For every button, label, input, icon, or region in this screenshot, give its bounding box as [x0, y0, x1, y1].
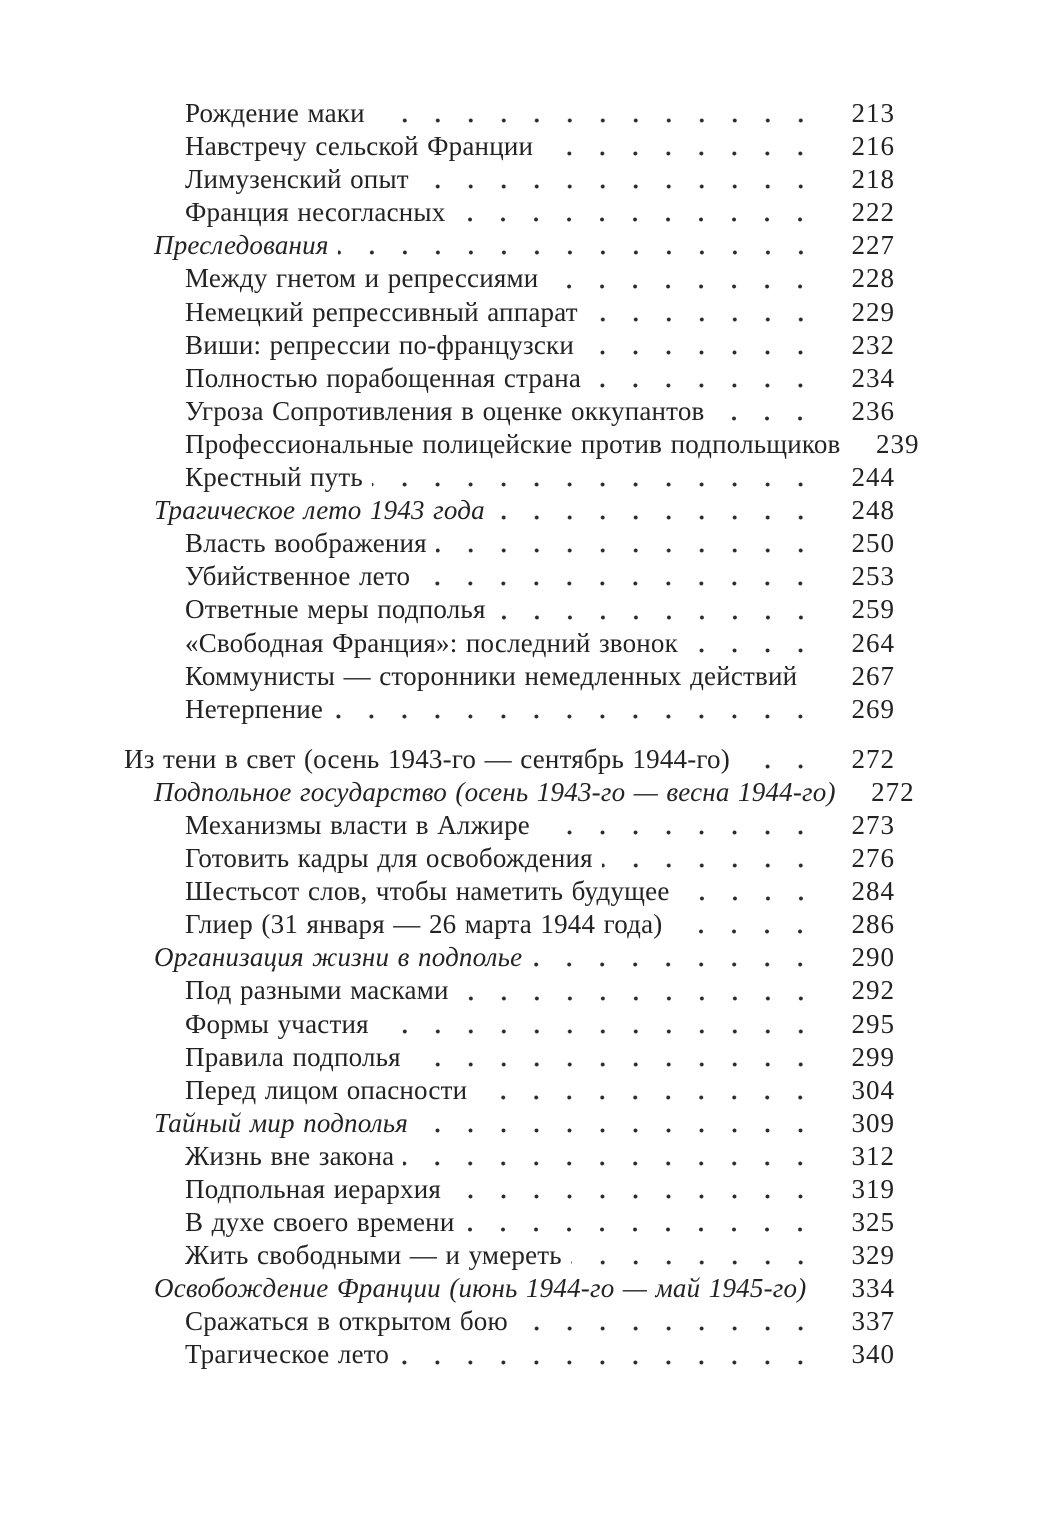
- dot-leader: [815, 1272, 831, 1305]
- toc-entry-title: Жизнь вне закона: [185, 1140, 395, 1171]
- toc-entry-page-number: 273: [851, 809, 895, 840]
- toc-entry-page-number: 248: [851, 495, 895, 526]
- dot-leader: [806, 660, 831, 693]
- dot-leader: [671, 908, 831, 941]
- dot-leader: [403, 1140, 831, 1173]
- toc-entry-title: Коммунисты — сторонники немедленных действий: [185, 660, 798, 691]
- toc-entry-title: Сражаться в открытом бою: [185, 1306, 508, 1337]
- toc-entry: [124, 428, 920, 461]
- toc-entry: [124, 196, 895, 229]
- toc-entry-title: Жить свободными — и умереть: [185, 1240, 562, 1271]
- toc-entry-page-number: 216: [851, 131, 895, 162]
- toc-entry: [124, 296, 895, 329]
- toc-entry: [124, 1107, 895, 1140]
- toc-entry-title: Угроза Сопротивления в оценке оккупантов: [185, 395, 705, 426]
- toc-entry-title: Подпольное государство (осень 1943-го — весна 1944-го): [154, 776, 836, 807]
- toc-entry-page-number: 227: [851, 230, 895, 261]
- toc-entry-page-number: 292: [851, 975, 895, 1006]
- toc-entry: [124, 527, 895, 560]
- dot-leader: [590, 362, 831, 395]
- dot-leader: [517, 1305, 831, 1338]
- toc-entry-title: Ответные меры подполья: [185, 594, 486, 625]
- toc-entry-page-number: 232: [851, 329, 895, 360]
- toc-entry-page-number: 312: [851, 1140, 895, 1171]
- dot-leader: [494, 494, 831, 527]
- toc-entry-title: «Свободная Франция»: последний звонок: [185, 627, 678, 658]
- toc-entry-page-number: 259: [851, 594, 895, 625]
- dot-leader: [418, 163, 831, 196]
- toc-entry-title: Преследования: [154, 230, 329, 261]
- toc-entry-title: Освобождение Франции (июнь 1944-го — май 1945-го): [154, 1273, 807, 1304]
- toc-entry-page-number: 295: [851, 1008, 895, 1039]
- toc-entry: [124, 1305, 895, 1338]
- dot-leader: [419, 560, 831, 593]
- toc-entry-page-number: 228: [851, 263, 895, 294]
- table-of-contents: [124, 97, 920, 1372]
- toc-entry-page-number: 264: [851, 627, 895, 658]
- toc-entry-page-number: 239: [876, 428, 920, 459]
- dot-leader: [542, 130, 831, 163]
- toc-entry: [124, 130, 895, 163]
- toc-entry-title: Подпольная иерархия: [185, 1174, 442, 1204]
- toc-entry-page-number: 229: [851, 296, 895, 327]
- toc-entry-page-number: 267: [851, 660, 895, 691]
- dot-leader: [417, 1107, 831, 1140]
- toc-entry-title: Власть воображения: [185, 528, 427, 559]
- dot-leader: [713, 395, 831, 428]
- toc-entry-page-number: 284: [851, 876, 895, 907]
- toc-entry: [124, 1338, 895, 1371]
- dot-leader: [398, 1338, 831, 1371]
- toc-entry-page-number: 334: [851, 1273, 895, 1304]
- toc-entry-page-number: 319: [851, 1174, 895, 1204]
- toc-entry: [124, 908, 895, 941]
- toc-entry-page-number: 329: [851, 1240, 895, 1271]
- dot-leader: [338, 229, 831, 262]
- toc-entry-page-number: 236: [851, 395, 895, 426]
- toc-entry: [124, 97, 895, 130]
- dot-leader: [454, 196, 831, 229]
- toc-entry-page-number: 325: [851, 1207, 895, 1238]
- toc-entry-title: Трагическое лето: [185, 1339, 390, 1370]
- toc-entry-title: Крестный путь: [185, 462, 363, 493]
- toc-entry-title: Шестьсот слов, чтобы наметить будущее: [185, 876, 670, 907]
- toc-entry-page-number: 234: [851, 362, 895, 393]
- toc-entry-page-number: 272: [851, 743, 895, 774]
- toc-entry-page-number: 218: [851, 164, 895, 195]
- dot-leader: [495, 593, 831, 626]
- toc-entry-title: Трагическое лето 1943 года: [154, 495, 485, 526]
- toc-entry: [124, 560, 895, 593]
- toc-entry-title: Готовить кадры для освобождения: [185, 843, 593, 874]
- toc-entry-page-number: 337: [851, 1306, 895, 1337]
- toc-entry: [124, 1239, 895, 1272]
- dot-leader: [476, 1074, 831, 1107]
- toc-entry-title: Навстречу сельской Франции: [185, 131, 534, 162]
- toc-entry-page-number: 213: [851, 98, 895, 128]
- dot-leader: [374, 97, 831, 130]
- toc-entry-page-number: 276: [851, 843, 895, 874]
- toc-entry: [124, 941, 895, 974]
- toc-entry-title: Франция несогласных: [185, 197, 446, 228]
- toc-entry: [124, 1041, 895, 1074]
- toc-entry-title: Механизмы власти в Алжире: [185, 809, 530, 840]
- toc-entry-title: Рождение маки: [185, 98, 365, 128]
- toc-entry-page-number: 244: [851, 462, 895, 493]
- toc-entry: [124, 842, 895, 875]
- dot-leader: [378, 1008, 831, 1041]
- toc-entry-title: Профессиональные полицейские против подпольщиков: [185, 428, 841, 459]
- toc-entry-title: Организация жизни в подполье: [154, 942, 523, 973]
- toc-entry: [124, 262, 895, 295]
- toc-entry: [124, 329, 895, 362]
- dot-leader: [531, 941, 831, 974]
- toc-entry: [124, 593, 895, 626]
- dot-leader: [571, 1239, 831, 1272]
- toc-entry: [124, 809, 895, 842]
- dot-leader: [450, 1173, 831, 1206]
- toc-entry-title: Под разными масками: [185, 975, 449, 1006]
- dot-leader: [687, 627, 831, 660]
- dot-leader: [587, 296, 831, 329]
- dot-leader: [602, 842, 831, 875]
- dot-leader: [458, 974, 831, 1007]
- dot-leader: [679, 875, 831, 908]
- toc-entry-page-number: 304: [851, 1074, 895, 1105]
- toc-entry-page-number: 286: [851, 909, 895, 940]
- toc-entry: [124, 1008, 895, 1041]
- dot-leader: [850, 428, 856, 461]
- toc-entry-page-number: 269: [851, 693, 895, 724]
- toc-entry-title: Убийственное лето: [185, 561, 411, 592]
- toc-entry: [124, 627, 895, 660]
- dot-leader: [436, 527, 831, 560]
- dot-leader: [739, 743, 831, 776]
- toc-entry-page-number: 340: [851, 1339, 895, 1370]
- toc-entry: [124, 1173, 895, 1206]
- toc-entry-page-number: 299: [851, 1041, 895, 1072]
- toc-entry: [124, 875, 895, 908]
- toc-entry-title: Из тени в свет (осень 1943-го — сентябрь 1944-го): [124, 743, 730, 774]
- toc-entry-title: Формы участия: [185, 1008, 369, 1039]
- toc-entry: [124, 1140, 895, 1173]
- toc-entry-title: Немецкий репрессивный аппарат: [185, 296, 578, 327]
- toc-entry: [124, 776, 915, 809]
- toc-entry-page-number: 272: [871, 776, 915, 807]
- toc-entry: [124, 461, 895, 494]
- toc-entry: [124, 229, 895, 262]
- dot-leader: [463, 1206, 831, 1239]
- toc-entry: [124, 494, 895, 527]
- dot-leader: [583, 329, 831, 362]
- toc-entry: [124, 163, 895, 196]
- toc-entry-title: Виши: репрессии по-французски: [185, 329, 574, 360]
- toc-entry-title: Перед лицом опасности: [185, 1074, 468, 1105]
- dot-leader: [410, 1041, 831, 1074]
- toc-entry-title: Нетерпение: [185, 693, 324, 724]
- toc-entry: [124, 362, 895, 395]
- dot-leader: [372, 461, 831, 494]
- toc-entry-page-number: 222: [851, 197, 895, 228]
- toc-entry-page-number: 250: [851, 528, 895, 559]
- dot-leader: [539, 809, 831, 842]
- toc-entry-page-number: 253: [851, 561, 895, 592]
- toc-entry-page-number: 290: [851, 942, 895, 973]
- toc-entry: [124, 395, 895, 428]
- toc-entry: [124, 743, 895, 776]
- toc-entry-title: Между гнетом и репрессиями: [185, 263, 539, 294]
- toc-entry: [124, 974, 895, 1007]
- toc-entry: [124, 1206, 895, 1239]
- toc-entry-title: Правила подполья: [185, 1041, 401, 1072]
- dot-leader: [332, 693, 831, 726]
- toc-entry-title: Глиер (31 января — 26 марта 1944 года): [185, 909, 663, 940]
- dot-leader: [547, 262, 831, 295]
- toc-entry: [124, 660, 895, 693]
- toc-entry-page-number: 309: [851, 1107, 895, 1138]
- toc-entry: [124, 1074, 895, 1107]
- dot-leader: [845, 776, 851, 809]
- toc-entry: [124, 1272, 895, 1305]
- toc-entry: [124, 693, 895, 726]
- toc-entry-title: В духе своего времени: [185, 1207, 455, 1238]
- toc-entry-title: Тайный мир подполья: [154, 1107, 408, 1138]
- toc-entry-title: Лимузенский опыт: [185, 164, 409, 195]
- toc-entry-title: Полностью порабощенная страна: [185, 362, 582, 393]
